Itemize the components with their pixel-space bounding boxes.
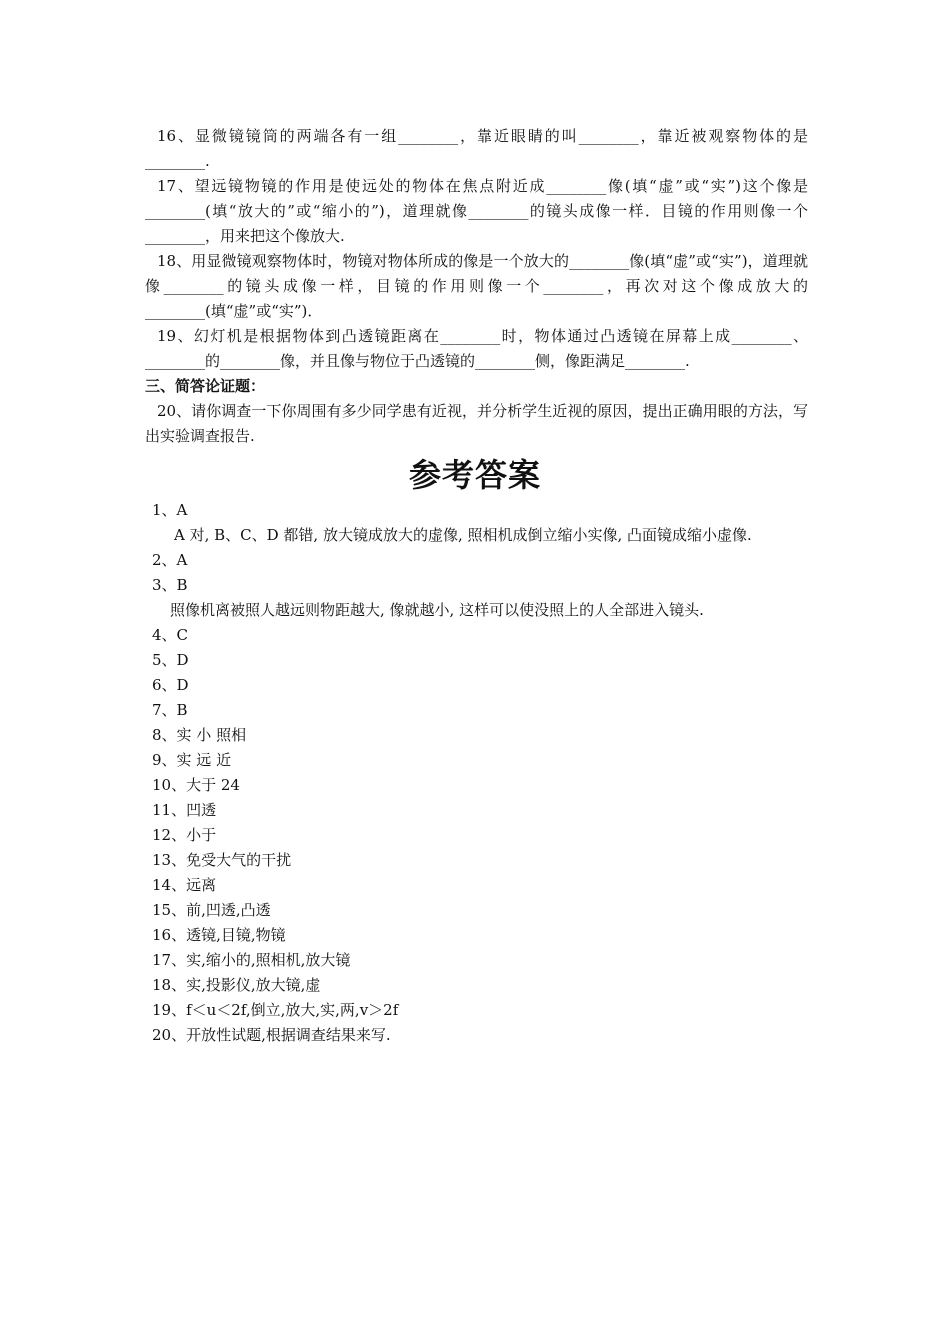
question-19 [145, 324, 808, 374]
question-20-text: 20、请你调查一下你周围有多少同学患有近视，并分析学生近视的原因，提出正确用眼的方法，写出实验调查报告. [145, 402, 808, 445]
question-18-text: 18、用显微镜观察物体时，物镜对物体所成的像是一个放大的________像(填“虚”或“实”)，道理就像________的镜头成像一样，目镜的作用则像一个________，再次对这个像成放大的________(填“虚”或“实”)． [145, 252, 808, 320]
answer-2: 2、A [152, 551, 188, 569]
question-17 [145, 174, 808, 249]
answer-6: 6、D [152, 676, 189, 694]
answer-5: 5、D [152, 651, 189, 669]
question-19-text: 19、幻灯机是根据物体到凸透镜距离在________时，物体通过凸透镜在屏幕上成________、________的________像，并且像与物位于凸透镜的________侧，像距满足________. [145, 327, 808, 370]
answer-14: 14、远离 [152, 876, 217, 894]
answer-20: 20、开放性试题,根据调查结果来写. [152, 1026, 391, 1044]
answer-19: 19、f＜u＜2f,倒立,放大,实,两,v＞2f [152, 1001, 399, 1019]
answer-15: 15、前,凹透,凸透 [152, 901, 271, 919]
answer-3-explanation: 照像机离被照人越远则物距越大, 像就越小, 这样可以使没照上的人全部进入镜头. [170, 601, 704, 619]
answer-17: 17、实,缩小的,照相机,放大镜 [152, 951, 351, 969]
answer-13: 13、免受大气的干扰 [152, 851, 292, 869]
answer-8: 8、实 小 照相 [152, 726, 247, 744]
answer-18: 18、实,投影仪,放大镜,虚 [152, 976, 321, 994]
answer-9: 9、实 远 近 [152, 751, 232, 769]
answer-1-explanation: A 对, B、C、D 都错, 放大镜成放大的虚像, 照相机成倒立缩小实像, 凸面镜成缩小虚像. [174, 526, 752, 544]
question-16-text: 16、显微镜镜筒的两端各有一组________，靠近眼睛的叫________，靠近被观察物体的是________. [145, 127, 808, 170]
answer-3: 3、B [152, 576, 188, 594]
answer-16: 16、透镜,目镜,物镜 [152, 926, 286, 944]
question-16 [145, 124, 808, 174]
section-3-heading: 三、简答论证题： [145, 377, 266, 395]
question-17-text: 17、望远镜物镜的作用是使远处的物体在焦点附近成________像(填“虚”或“实”)这个像是________(填“放大的”或“缩小的”)，道理就像________的镜头成像一样．目镜的作用则像一个________，用来把这个像放大. [145, 177, 808, 245]
answer-list [152, 498, 812, 1048]
answers-title: 参考答案 [408, 456, 541, 494]
answer-4: 4、C [152, 626, 189, 644]
answer-10: 10、大于 24 [152, 776, 240, 794]
answer-11: 11、凹透 [152, 801, 217, 819]
question-20 [145, 399, 808, 449]
answer-12: 12、小于 [152, 826, 217, 844]
question-18 [145, 249, 808, 324]
answer-1: 1、A [152, 501, 188, 519]
answer-7: 7、B [152, 701, 188, 719]
